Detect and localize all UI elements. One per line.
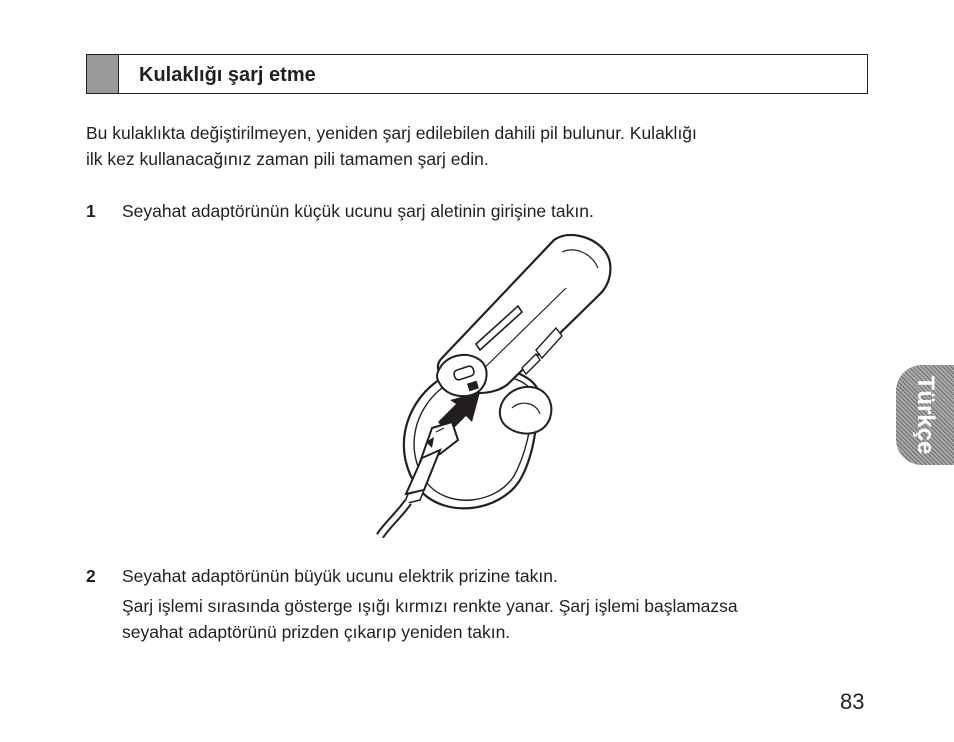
charger-cable bbox=[380, 502, 408, 536]
page-number: 83 bbox=[840, 689, 865, 714]
language-side-tab bbox=[896, 365, 954, 465]
micro-usb-connector bbox=[404, 422, 458, 504]
intro-line-2: ilk kez kullanacağınız zaman pili tamamen şarj edin. bbox=[86, 149, 489, 169]
charging-port bbox=[437, 355, 487, 396]
section-title: Kulaklığı şarj etme bbox=[139, 64, 316, 86]
language-tab-label: Türkçe bbox=[912, 375, 939, 455]
intro-paragraph bbox=[86, 120, 866, 172]
intro-line-1: Bu kulaklıkta değiştirilmeyen, yeniden şarj edilebilen dahili pil bulunur. Kulaklığı bbox=[86, 123, 697, 143]
step-number: 1 bbox=[86, 201, 96, 221]
section-header bbox=[86, 54, 868, 94]
step-text: Seyahat adaptörünün büyük ucunu elektrik prizine takın. bbox=[122, 566, 558, 586]
step-note-line-1: Şarj işlemi sırasında gösterge ışığı kırmızı renkte yanar. Şarj işlemi başlamazsa bbox=[122, 596, 738, 616]
step-note-line-2: seyahat adaptörünü prizden çıkarıp yeniden takın. bbox=[122, 622, 511, 642]
section-color-marker bbox=[87, 55, 119, 93]
step-number: 2 bbox=[86, 566, 96, 586]
headset-charging-illustration bbox=[370, 232, 620, 538]
ear-gel bbox=[500, 387, 552, 434]
step-note bbox=[122, 593, 882, 645]
step-text: Seyahat adaptörünün küçük ucunu şarj aletinin girişine takın. bbox=[122, 201, 594, 221]
